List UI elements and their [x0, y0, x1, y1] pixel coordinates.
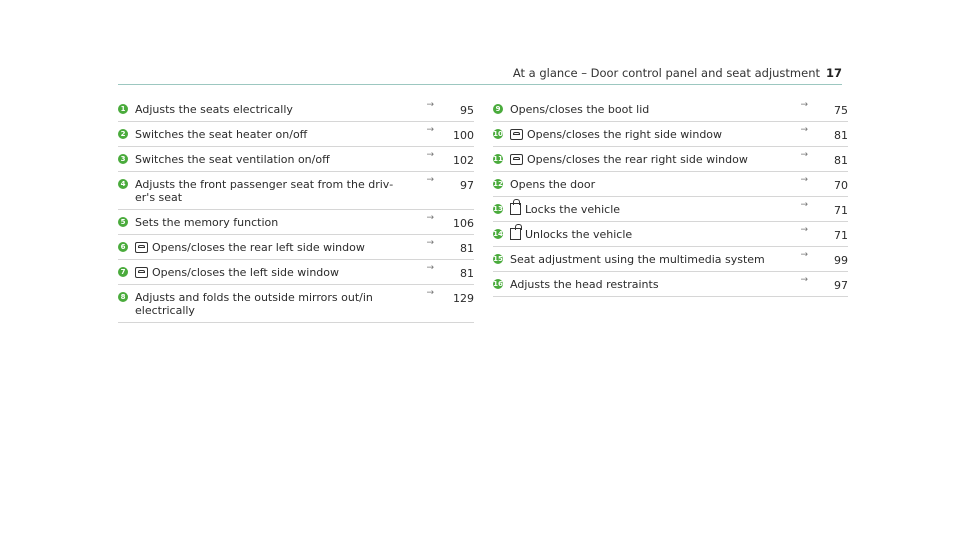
page-ref-arrow-icon: →	[800, 175, 808, 185]
page-ref-arrow-icon: →	[800, 225, 808, 235]
list-item	[493, 272, 848, 297]
item-text: Switches the seat ventilation on/off	[135, 153, 330, 166]
item-text: Adjusts the seats electrically	[135, 103, 293, 116]
page-reference[interactable]: 81	[460, 267, 474, 280]
page-reference[interactable]: 95	[460, 104, 474, 117]
window-switch-icon	[510, 129, 523, 140]
item-description	[135, 216, 414, 229]
page-ref-arrow-icon: →	[800, 250, 808, 260]
list-item	[493, 172, 848, 197]
list-item	[118, 172, 474, 210]
item-description	[510, 253, 788, 266]
page-header	[118, 66, 842, 85]
page-reference[interactable]: 129	[453, 292, 474, 305]
window-switch-icon	[510, 154, 523, 165]
page-number: 17	[825, 66, 842, 80]
list-item	[118, 285, 474, 323]
list-item	[493, 197, 848, 222]
item-text: Opens/closes the boot lid	[510, 103, 650, 116]
item-number-badge: 6	[118, 242, 128, 252]
page-reference[interactable]: 97	[460, 179, 474, 192]
list-item	[493, 222, 848, 247]
item-text: Opens/closes the right side window	[527, 128, 723, 141]
item-number-badge: 13	[493, 205, 503, 213]
page-ref-arrow-icon: →	[426, 100, 434, 110]
item-text: Opens/closes the rear left side window	[152, 241, 365, 254]
page-reference[interactable]: 71	[834, 229, 848, 242]
list-item	[493, 247, 848, 272]
header-title: At a glance – Door control panel and seat adjustment	[512, 66, 820, 80]
list-item	[118, 147, 474, 172]
page-ref-arrow-icon: →	[426, 150, 434, 160]
item-description	[510, 203, 788, 216]
page-ref-arrow-icon: →	[426, 125, 434, 135]
item-text: Seat adjustment using the multimedia system	[510, 253, 765, 266]
item-number-badge: 12	[493, 180, 503, 188]
page-ref-arrow-icon: →	[426, 288, 434, 298]
page-ref-arrow-icon: →	[800, 200, 808, 210]
page-reference[interactable]: 100	[453, 129, 474, 142]
item-number-badge: 10	[493, 130, 503, 138]
item-description	[510, 103, 788, 116]
item-description	[510, 178, 788, 191]
item-text: Opens/closes the left side window	[152, 266, 340, 279]
page-ref-arrow-icon: →	[800, 275, 808, 285]
page-ref-arrow-icon: →	[426, 213, 434, 223]
item-number-badge: 7	[118, 267, 128, 277]
page-reference[interactable]: 70	[834, 179, 848, 192]
page-reference[interactable]: 71	[834, 204, 848, 217]
page-reference[interactable]: 106	[453, 217, 474, 230]
item-text: Unlocks the vehicle	[525, 228, 633, 241]
item-number-badge: 15	[493, 255, 503, 263]
item-number-badge: 4	[118, 179, 128, 189]
item-text: Sets the memory function	[135, 216, 279, 229]
item-description	[135, 291, 414, 317]
page-reference[interactable]: 99	[834, 254, 848, 267]
item-text: Opens the door	[510, 178, 596, 191]
item-description	[135, 103, 414, 116]
item-text: Opens/closes the rear right side window	[527, 153, 748, 166]
item-text: Adjusts the head restraints	[510, 278, 659, 291]
page-ref-arrow-icon: →	[800, 150, 808, 160]
list-item	[118, 210, 474, 235]
item-number-badge: 16	[493, 280, 503, 288]
item-number-badge: 8	[118, 292, 128, 302]
page-reference[interactable]: 81	[834, 129, 848, 142]
item-description	[510, 278, 788, 291]
window-switch-icon	[135, 242, 148, 253]
item-text: Switches the seat heater on/off	[135, 128, 308, 141]
right-item-list	[493, 97, 848, 297]
page-reference[interactable]: 75	[834, 104, 848, 117]
list-item	[493, 147, 848, 172]
page-reference[interactable]: 97	[834, 279, 848, 292]
list-item	[118, 235, 474, 260]
page-ref-arrow-icon: →	[426, 263, 434, 273]
item-number-badge: 3	[118, 154, 128, 164]
unlock-icon	[510, 228, 521, 240]
item-description	[135, 178, 414, 204]
item-description	[135, 153, 414, 166]
page-reference[interactable]: 81	[460, 242, 474, 255]
item-description	[135, 241, 414, 254]
item-number-badge: 2	[118, 129, 128, 139]
item-number-badge: 1	[118, 104, 128, 114]
page-reference[interactable]: 102	[453, 154, 474, 167]
item-description	[510, 228, 788, 241]
page-ref-arrow-icon: →	[426, 238, 434, 248]
item-number-badge: 5	[118, 217, 128, 227]
item-text: Adjusts and folds the outside mirrors out/in electrically	[135, 291, 373, 317]
list-item	[118, 260, 474, 285]
page-ref-arrow-icon: →	[800, 100, 808, 110]
left-item-list	[118, 97, 474, 323]
item-description	[135, 266, 414, 279]
list-item	[493, 97, 848, 122]
item-text: Locks the vehicle	[525, 203, 621, 216]
item-description	[510, 128, 788, 141]
item-number-badge: 11	[493, 155, 503, 163]
list-item	[493, 122, 848, 147]
item-number-badge: 9	[493, 104, 503, 114]
list-item	[118, 97, 474, 122]
item-description	[510, 153, 788, 166]
item-text: Adjusts the front passenger seat from the driv‐ er's seat	[135, 178, 394, 204]
lock-icon	[510, 203, 521, 215]
list-item	[118, 122, 474, 147]
page-ref-arrow-icon: →	[426, 175, 434, 185]
page-ref-arrow-icon: →	[800, 125, 808, 135]
item-description	[135, 128, 414, 141]
item-number-badge: 14	[493, 230, 503, 238]
window-switch-icon	[135, 267, 148, 278]
page-reference[interactable]: 81	[834, 154, 848, 167]
